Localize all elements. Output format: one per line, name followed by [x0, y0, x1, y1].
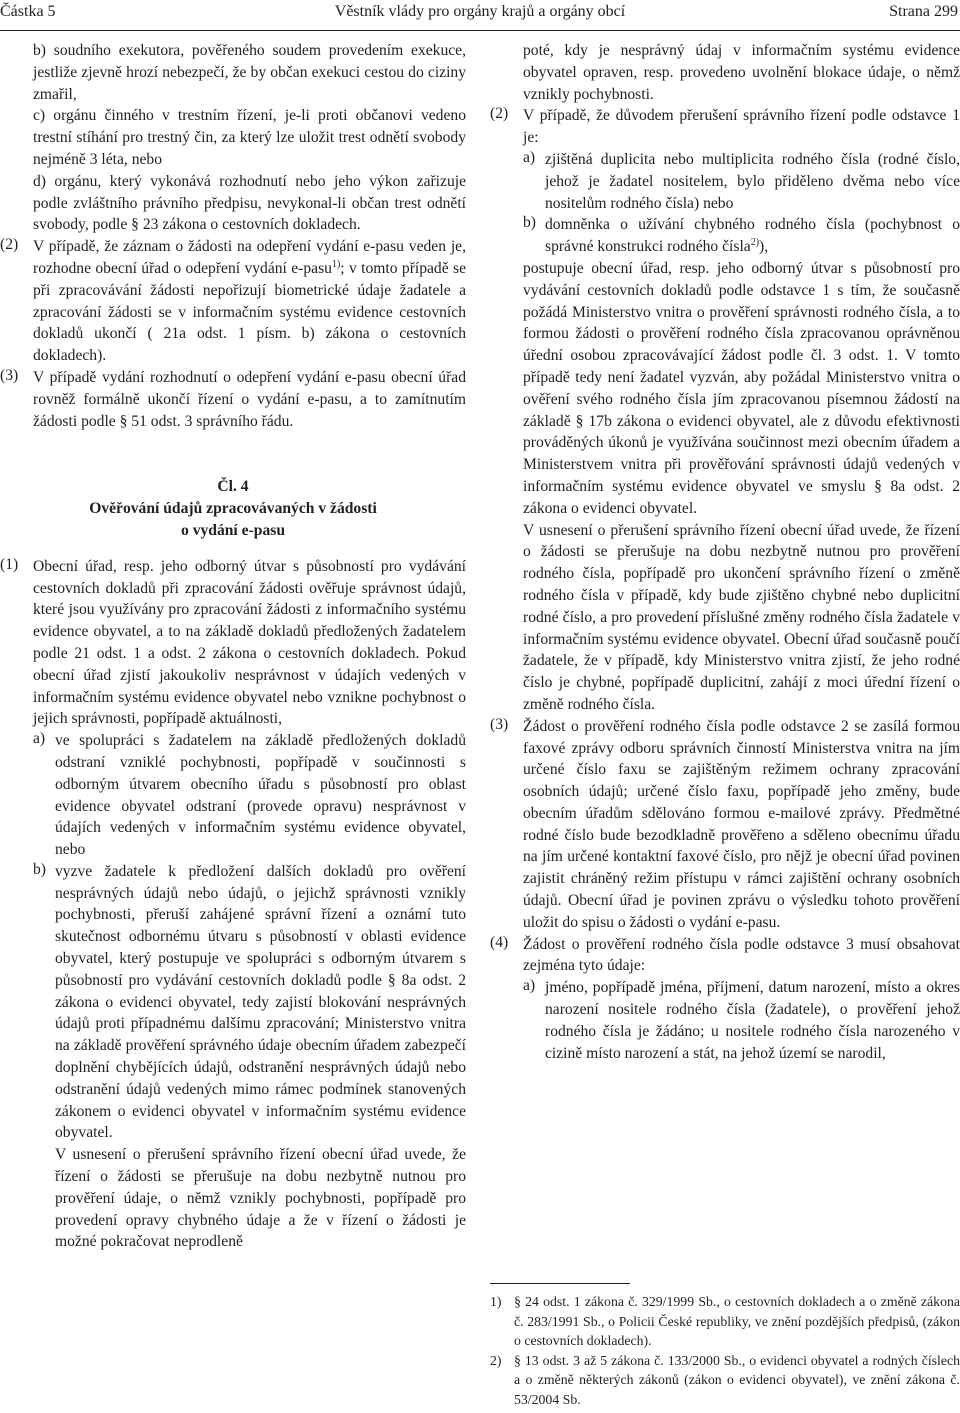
paragraph-3 [0, 367, 466, 432]
list-item-b [0, 40, 466, 105]
footnote-number: 1) [490, 1294, 502, 1309]
paragraph-number: (4) [490, 933, 509, 951]
article-title-line-1: Ověřování údajů zpracovávaných v žádosti [89, 500, 377, 518]
paragraph-number: (2) [490, 105, 509, 123]
sub-item-b-text: vyzve žadatele k předložení dalších dokladů pro ověření nesprávných údajů nebo údajů, o jejichž správnosti vznikly pochybnosti, přeruší zahájené správní řízení a oznámí tuto skutečnost odbornému útvaru s působností v oblasti evidence obyvatel, který postupuje ve spolupráci s odborným útvarem s působností pro vydávání cestovních dokladů podle § 8a odst. 2 zákona o evidenci obyvatel, tedy zajistí blokování nesprávných údajů proti případnému dalšímu zpracování; Ministerstvo vnitra na základě prověření správného údaje obecním úřadem zabezpečí doplnění chybějících údajů, odstranění nesprávných údajů nebo odstranění údajů vedených mimo rámec podmínek stanovených zákonem o evidenci obyvatel v informačním systému evidence obyvatel. V usnesení o přerušení správního řízení obecní úřad uvede, že řízení o žádosti se přerušuje na dobu nezbytně nutnou pro prověření údaje, o němž vznikly pochybnosti, popřípadě pro provedení opravy chybného údaje a že v řízení o žádosti je možné pokračovat neprodleně [55, 861, 466, 1253]
sub-item-b [0, 861, 466, 1253]
article-paragraph-3 [490, 716, 960, 934]
list-item-c [0, 105, 466, 170]
footnote-text: § 13 odst. 3 až 5 zákona č. 133/2000 Sb., o evidenci obyvatel a rodných číslech a o změně některých zákonů (zákon o evidenci obyvatel), ve znění zákona č. 53/2004 Sb. [514, 1352, 960, 1407]
sub-item-a [490, 977, 960, 1064]
paragraph-3-text: V případě vydání rozhodnutí o odepření vydání e-pasu obecní úřad rovněž formálně ukončí řízení o vydání e-pasu, a to zamítnutím žádosti podle § 51 odst. 3 správního řádu. [33, 368, 466, 430]
right-column [490, 40, 960, 1064]
sub-item-a-text: zjištěná duplicita nebo multiplicita rodného čísla (rodné číslo, jehož je žadatel nositelem, bylo přiděleno dvěma nebo více nositelům rodného čísla) nebo [545, 150, 960, 212]
paragraph-2-continuation: postupuje obecní úřad, resp. jeho odborný útvar s působností pro vydávání cestovních dokladů podle odstavce 1 s tím, že současně požádá Ministerstvo vnitra o prověření správnosti rodného čísla, a to formou žádosti o prověření rodného čísla zpracovanou oprávněnou úřední osobou zpracovávající žádost podle čl. 3 odst. 1. V tomto případě tedy není žadatel vyzván, aby požádal Ministerstvo vnitra o ověření svého rodného čísla jím zpracovanou písemnou žádostí na základě § 17b zákona o evidenci obyvatel, ale z důvodu efektivnosti prováděných úkonů je využívána součinnost mezi obecním úřadem a Ministerstvem vnitra při prověřování správnosti údajů vedených v informačním systému evidence obyvatel ve smyslu § 8a odst. 2 zákona o evidenci obyvatel. V usnesení o přerušení správního řízení obecní úřad uvede, že řízení o žádosti se přerušuje na dobu nezbytně nutnou pro prověření rodného čísla, popřípadě pro ukončení správního řízení o změně rodného čísla v případě, kdy bude zjištěno chybné nebo duplicitní rodné číslo, a pro provedení příslušné změny rodného čísla žadatele v informačním systému evidence obyvatel. Obecní úřad současně poučí žadatele, že v případě, kdy Ministerstvo vnitra zjistí, že jeho rodné číslo je chybné, popřípadě duplicitní, zahájí z moci úřední řízení o změně rodného čísla. [490, 258, 960, 716]
page-number: Strana 299 [889, 3, 958, 20]
footnote-1 [490, 1292, 960, 1351]
list-item-d [0, 171, 466, 236]
article-paragraph-4-text: Žádost o prověření rodného čísla podle odstavce 3 musí obsahovat zejména tyto údaje: [523, 935, 960, 975]
sub-item-a-text: jméno, popřípadě jména, příjmení, datum narození, místo a okres narození nositele rodného čísla (žadatele), o prověření jehož rodného čísla je žádáno; u nositele rodného čísla narozeného v cizině místo narození a stát, na jehož území se narodil, [545, 979, 960, 1062]
article-paragraph-2-text: V případě, že důvodem přerušení správního řízení podle odstavce 1 je: [523, 107, 960, 147]
continuation-text: poté, kdy je nesprávný údaj v informačním systému evidence obyvatel opraven, resp. provedeno uvolnění blokace údaje, o němž vznikly pochybnosti. [523, 42, 960, 103]
paragraph-number: (3) [0, 366, 19, 384]
article-paragraph-1-text: Obecní úřad, resp. jeho odborný útvar s působností pro vydávání cestovních dokladů při zpracování žádosti ověřuje správnost údajů, které jsou využívány pro zpracování žádosti z informačního systému evidence obyvatel, a to na základě dokladů předložených žadatelem podle 21 odst. 1 a odst. 2 zákona o cestovních dokladech. Pokud obecní úřad zjistí jakoukoliv nesprávnost v údajích vedených v informačním systému evidence obyvatel nebo vznikne pochybnost o jejich správnosti, popřípadě aktuálnosti, [33, 557, 466, 728]
sub-item-label: a) [33, 730, 46, 748]
left-column [0, 40, 466, 1253]
article-paragraph-1 [0, 556, 466, 730]
sub-item-a [0, 730, 466, 861]
sub-item-a-text: ve spolupráci s žadatelem na základě předložených dokladů odstraní vzniklé pochybnosti, popřípadě v součinnosti s odborným útvarem obecního úřadu s působností pro oblast evidence obyvatel odstraní (provede opravu) nesprávnost v údajích vedených v informačním systému evidence obyvatel, nebo [55, 732, 466, 859]
footnote-ref-2[interactable]: 2) [750, 236, 760, 248]
journal-title: Věstník vlády pro orgány krajů a orgány obcí [334, 3, 626, 20]
article-title-line-2: o vydání e-pasu [181, 521, 285, 539]
paragraph-number: (3) [490, 715, 509, 733]
article-paragraph-4 [490, 934, 960, 978]
footnote-divider [490, 1283, 630, 1284]
sub-item-label: a) [523, 977, 536, 995]
footnotes [490, 1292, 960, 1409]
sub-item-label: b) [523, 214, 536, 232]
footnote-number: 2) [490, 1352, 502, 1368]
footnote-2 [490, 1351, 960, 1410]
paragraph-number: (1) [0, 555, 19, 573]
sub-item-label: b) [33, 860, 46, 878]
sub-item-a [490, 149, 960, 214]
list-item-c-text: c) orgánu činného v trestním řízení, je-li proti občanovi vedeno trestní stíhání pro trestný čin, za který lze uložit trest odnětí svobody nejméně 3 léta, nebo [33, 107, 466, 168]
sub-item-b-text: domněnka o užívání chybného rodného čísla (pochybnost o správné konstrukci rodného čísla$^{2)}$), [545, 216, 960, 256]
paragraph-2 [0, 236, 466, 367]
article-number: Čl. 4 [217, 478, 249, 496]
page-header [0, 0, 960, 31]
article-paragraph-2 [490, 105, 960, 149]
paragraph-2-text: V případě, že záznam o žádosti na odepření vydání e-pasu veden je, rozhodne obecní úřad o odepření vydání e-pasu$^{1)}$; v tomto případě se při zpracovávání žádosti nepořizují biometrické údaje žadatele a zpracování žádosti se v informačním systému evidence cestovních dokladů ukončí ( 21a odst. 1 písm. b) zákona o cestovních dokladech). [33, 238, 466, 365]
footnote-text: § 24 odst. 1 zákona č. 329/1999 Sb., o cestovních dokladech a o změně zákona č. 283/1991 Sb., o Policii České republiky, ve znění pozdějších předpisů, (zákon o cestovních dokladech). [514, 1294, 960, 1348]
sub-item-label: a) [523, 148, 536, 166]
footnote-ref-1[interactable]: 1) [331, 258, 341, 270]
issue-number: Částka 5 [0, 3, 56, 20]
paragraph-2-continuation-2: V usnesení o přerušení správního řízení obecní úřad uvede, že řízení o žádosti se přerušuje na dobu nezbytně nutnou pro prověření rodného čísla, popřípadě pro ukončení správního řízení o změně rodného čísla v případě, kdy bude zjištěno chybné nebo duplicitní rodné číslo, a pro provedení příslušné změny rodného čísla žadatele v informačním systému evidence obyvatel. Obecní úřad současně poučí žadatele, že v případě, kdy Ministerstvo vnitra zjistí, že jeho rodné číslo je chybné, popřípadě duplicitní, zahájí z moci úřední řízení o změně rodného čísla. [523, 521, 960, 713]
paragraph-number: (2) [0, 236, 19, 254]
article-paragraph-3-text: Žádost o prověření rodného čísla podle odstavce 2 se zasílá formou faxové zprávy odboru správních činností Ministerstva vnitra na jím určené číslo faxu se zajištěným režimem ochrany zpracování osobních údajů; určené číslo faxu, popřípadě jeho změny, bude obecním úřadům sdělováno formou e-mailové zprávy. Předmětné rodné číslo bude bezodkladně prověřeno a sděleno obecnímu úřadu na jím určené kontaktní faxové číslo, pro nějž je obecní úřad povinen zajistit chráněný režim přístupu v rámci zajištění ochrany osobních údajů. Obecní úřad je povinen zprávu o výsledku tohoto prověření uložit do spisu o žádosti o vydání e-pasu. [523, 717, 960, 931]
sub-item-b [490, 214, 960, 258]
list-item-b-text: b) soudního exekutora, pověřeného soudem provedením exekuce, jestliže zjevně hrozí nebezpečí, že by občan exekuci cestou do ciziny zmařil, [33, 42, 466, 103]
list-item-d-text: d) orgánu, který vykonává rozhodnutí nebo jeho výkon zařizuje podle zvláštního právního předpisu, nevykonal-li občan trest odnětí svobody, podle § 23 zákona o cestovních dokladech. [33, 172, 466, 234]
sub-item-b-continuation: V usnesení o přerušení správního řízení obecní úřad uvede, že řízení o žádosti se přerušuje na dobu nezbytně nutnou pro prověření údaje, o němž vznikly pochybnosti, popřípadě pro provedení opravy chybného údaje a že v řízení o žádosti je možné pokračovat neprodleně [55, 1146, 466, 1251]
